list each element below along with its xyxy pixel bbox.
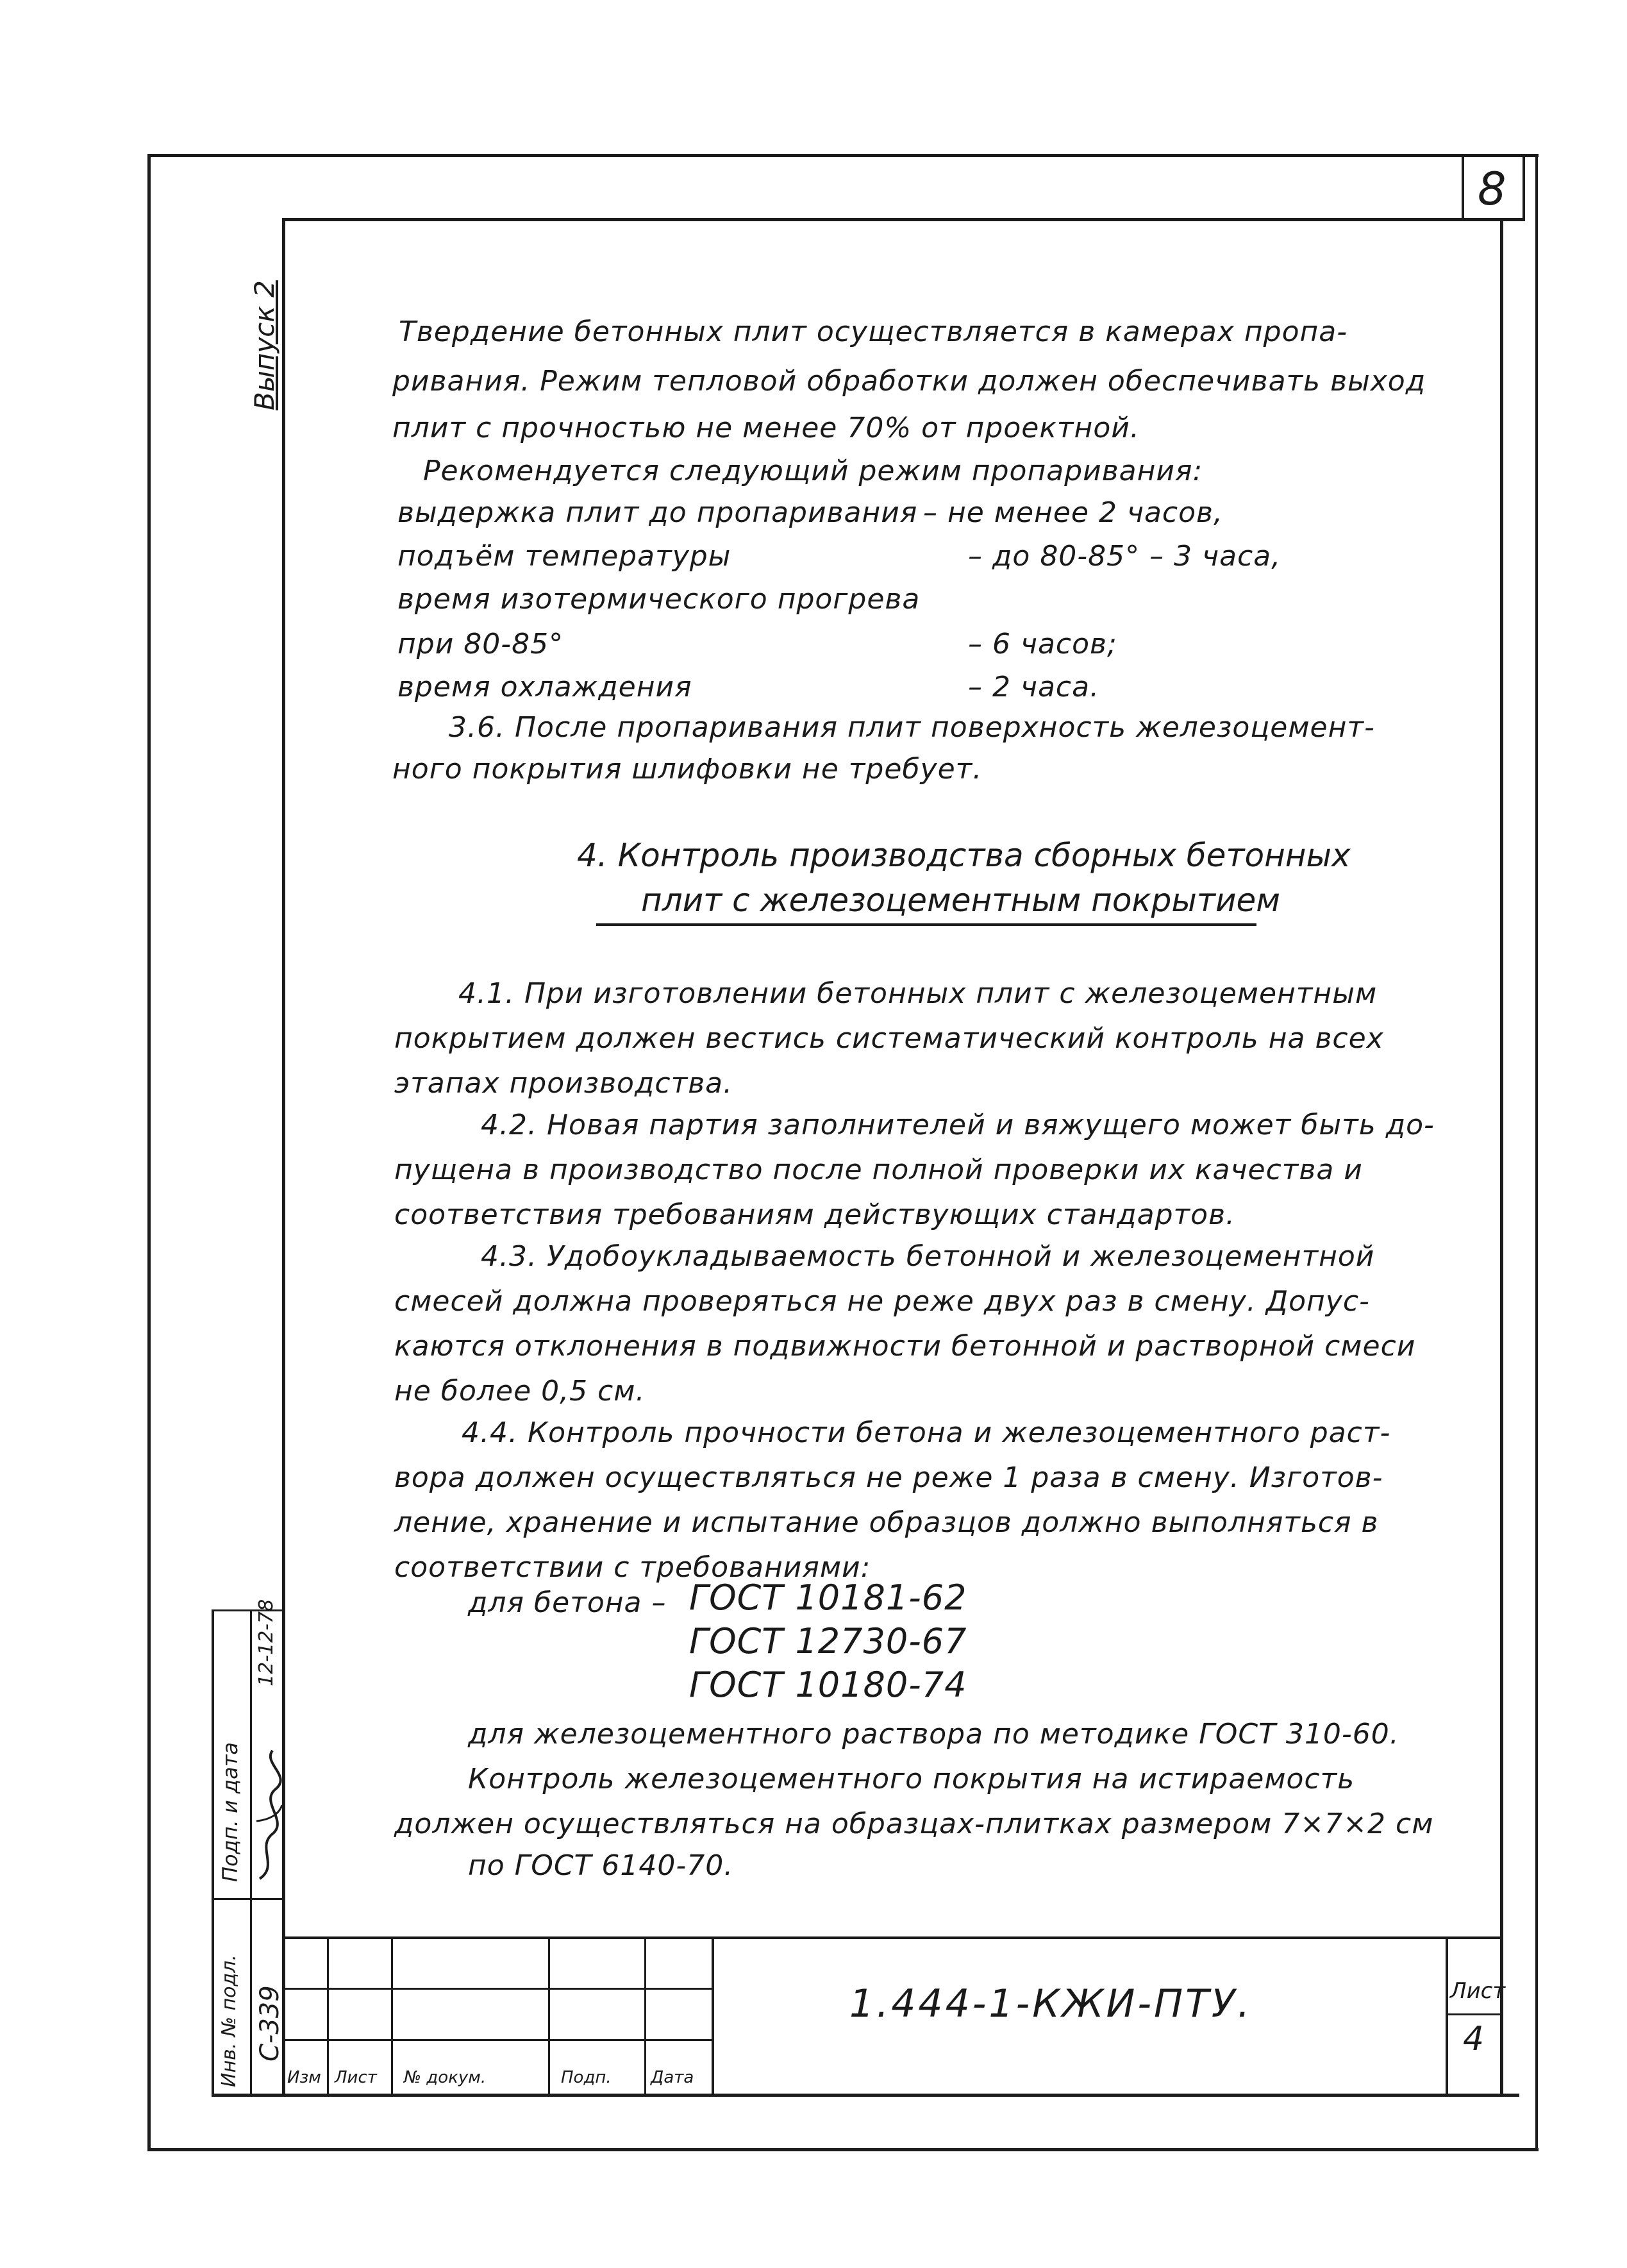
standard-3: ГОСТ 10180-74: [689, 1665, 967, 1705]
issue-label: Выпуск 2: [249, 280, 280, 410]
page-number-box-right: [1523, 157, 1525, 221]
regime-row-1-value: – не менее 2 часов,: [923, 496, 1223, 529]
side-sign-date: 12-12-78: [255, 1599, 278, 1686]
p46-line-3: по ГОСТ 6140-70.: [468, 1849, 734, 1882]
p1-line-1: Твердение бетонных плит осуществляется в камерах пропа-: [399, 315, 1348, 348]
p43-line-4: не более 0,5 см.: [394, 1375, 646, 1407]
inner-border-right: [1500, 218, 1503, 2097]
p44-line-3: ление, хранение и испытание образцов должно выполняться в: [394, 1506, 1379, 1539]
stamp-divider-right: [1446, 1936, 1448, 2097]
stamp-top-line: [282, 1936, 1500, 1939]
regime-row-3-label: время изотермического прогрева: [397, 583, 921, 616]
p2-line-1: Рекомендуется следующий режим пропаривания:: [423, 455, 1203, 487]
regime-row-5-label: время охлаждения: [397, 671, 692, 703]
page-number-box-left: [1462, 157, 1464, 221]
stamp-col-line-3: [548, 1936, 550, 2097]
document-designation: 1.444-1-КЖИ-ПТУ.: [849, 1981, 1253, 2026]
p42-line-1: 4.2. Новая партия заполнителей и вяжущего может быть до-: [481, 1109, 1435, 1141]
stamp-col-izm: Изм: [287, 2068, 321, 2087]
p44-line-1: 4.4. Контроль прочности бетона и железоцементного раст-: [462, 1416, 1391, 1449]
standards-lead: для бетона –: [468, 1586, 667, 1619]
p36-line-1: 3.6. После пропаривания плит поверхность железоцемент-: [449, 711, 1375, 744]
p41-line-2: покрытием должен вестись систематический контроль на всех: [394, 1022, 1384, 1055]
section-title-line-2: плит с железоцементным покрытием: [641, 882, 1280, 919]
page-number: 8: [1478, 163, 1507, 215]
p41-line-3: этапах производства.: [394, 1067, 733, 1100]
regime-row-2-label: подъём температуры: [397, 540, 731, 573]
p46-line-1: Контроль железоцементного покрытия на истираемость: [468, 1763, 1355, 1795]
regime-row-1-label: выдержка плит до пропаривания: [397, 496, 918, 529]
p44-line-4: соответствии с требованиями:: [394, 1551, 871, 1584]
stamp-col-list: Лист: [335, 2068, 377, 2087]
p42-line-2: пущена в производство после полной проверки их качества и: [394, 1154, 1363, 1186]
section-title-line-1: 4. Контроль производства сборных бетонных: [577, 837, 1351, 874]
p44-line-2: вора должен осуществляться не реже 1 раза в смену. Изготов-: [394, 1461, 1383, 1494]
p41-line-1: 4.1. При изготовлении бетонных плит с железоцементным: [458, 977, 1378, 1010]
sheet-value: 4: [1463, 2020, 1485, 2058]
regime-row-4-label: при 80-85°: [397, 628, 564, 660]
side-stamp-sep: [212, 1898, 285, 1900]
stamp-col-podp: Подп.: [561, 2068, 612, 2087]
p45-line-1: для железоцементного раствора по методике ГОСТ 310-60.: [468, 1718, 1399, 1751]
p1-line-2: ривания. Режим тепловой обработки должен обеспечивать выход: [392, 365, 1426, 398]
regime-row-2-value: – до 80-85° – 3 часа,: [968, 540, 1281, 573]
stamp-col-line-4: [644, 1936, 646, 2097]
inner-border-top: [282, 218, 1523, 221]
outer-border-right: [1535, 154, 1538, 2151]
side-inv-label: Инв. № подл.: [218, 1954, 240, 2087]
p42-line-3: соответствия требованиям действующих стандартов.: [394, 1198, 1236, 1231]
side-stamp-left: [212, 1609, 214, 2097]
stamp-row-line-2: [282, 2039, 712, 2041]
p43-line-3: каются отклонения в подвижности бетонной и растворной смеси: [394, 1330, 1416, 1363]
p1-line-3: плит с прочностью не менее 70% от проектной.: [392, 412, 1140, 444]
stamp-col-data: Дата: [651, 2068, 694, 2087]
p43-line-1: 4.3. Удобоукладываемость бетонной и железоцементной: [481, 1240, 1375, 1273]
p36-line-2: ного покрытия шлифовки не требует.: [392, 753, 983, 785]
p43-line-2: смесей должна проверяться не реже двух раз в смену. Допус-: [394, 1285, 1370, 1318]
side-inv-value: С-339: [255, 1985, 285, 2062]
side-sign-label: Подп. и дата: [218, 1742, 242, 1882]
stamp-col-line-1: [327, 1936, 329, 2097]
stamp-col-doc: № докум.: [404, 2068, 487, 2087]
regime-row-4-value: – 6 часов;: [968, 628, 1117, 660]
sheet-label: Лист: [1450, 1978, 1506, 2004]
stamp-sheet-row-line: [1446, 2013, 1500, 2015]
outer-border-top: [147, 154, 1539, 157]
section-title-underline: [596, 923, 1256, 926]
p46-line-2: должен осуществляться на образцах-плитках размером 7×7×2 см: [394, 1808, 1434, 1840]
outer-border-left: [147, 154, 151, 2151]
standard-1: ГОСТ 10181-62: [689, 1577, 967, 1618]
signature-icon: [253, 1744, 285, 1885]
stamp-col-line-2: [391, 1936, 393, 2097]
inner-border-bottom: [212, 2094, 1519, 2097]
standard-2: ГОСТ 12730-67: [689, 1621, 967, 1661]
outer-border-bottom: [147, 2148, 1539, 2151]
stamp-divider-left: [712, 1936, 714, 2097]
stamp-row-line-1: [282, 1988, 712, 1990]
side-stamp-mid: [250, 1609, 252, 2097]
regime-row-5-value: – 2 часа.: [968, 671, 1100, 703]
